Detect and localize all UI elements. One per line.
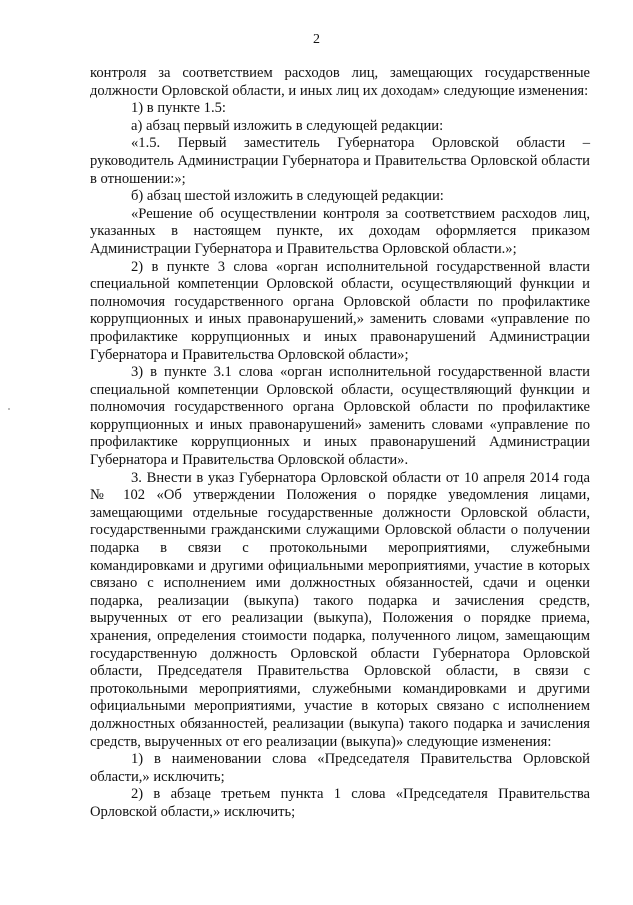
paragraph: 1) в наименовании слова «Председателя Правительства Орловской области,» исключить; <box>90 751 590 785</box>
paragraph: 3) в пункте 3.1 слова «орган исполнительной государственной власти специальной компетенции Орловской области, осуществляющий функции и полномочия государственного органа Орловской области по профилактике коррупционных и иных правонарушений» заменить словами «управление по профилактике коррупционных и иных правонарушений Администрации Губернатора и Правительства Орловской области». <box>90 364 590 469</box>
paragraph: «1.5. Первый заместитель Губернатора Орловской области – руководитель Администрации Губернатора и Правительства Орловской области в отношении:»; <box>90 135 590 187</box>
paragraph: контроля за соответствием расходов лиц, замещающих государственные должности Орловской области, и иных лиц их доходам» следующие изменения: <box>90 65 590 99</box>
paragraph: б) абзац шестой изложить в следующей редакции: <box>131 188 444 205</box>
paragraph: 3. Внести в указ Губернатора Орловской области от 10 апреля 2014 года № 102 «Об утверждении Положения о порядке уведомления лицами, замещающими отдельные государственные должности Орловской области, государственными гражданскими служащими Орловской области о получении подарка в связи с протокольными мероприятиями, служебными командировками и другими официальными мероприятиями, участие в которых связано с исполнением ими должностных обязанностей, сдачи и оценки подарка, реализации (выкупа) такого подарка и зачисления средств, вырученных от его реализации (выкупа), Положения о порядке приема, хранения, определения стоимости подарка, полученного лицом, замещающим государственную должность Орловской области Губернатора Орловской области, Председателя Правительства Орловской области, в связи с протокольными мероприятиями, служебными командировками и другими официальными мероприятиями, участие в которых связано с исполнением должностных обязанностей, реализации (выкупа) такого подарка и зачисления средств, вырученных от его реализации (выкупа)» следующие изменения: <box>90 469 590 750</box>
paragraph: а) абзац первый изложить в следующей редакции: <box>131 117 444 134</box>
paragraph: 2) в пункте 3 слова «орган исполнительной государственной власти специальной компетенции Орловской области, осуществляющий функции и полномочия государственного органа Орловской области по профилактике коррупционных и иных правонарушений,» заменить словами «управление по профилактике коррупционных и иных правонарушений Администрации Губернатора и Правительства Орловской области»; <box>90 258 590 363</box>
paragraph: 1) в пункте 1.5: <box>131 100 226 117</box>
page-number: 2 <box>313 32 320 47</box>
paragraph: «Решение об осуществлении контроля за соответствием расходов лиц, указанных в настоящем пункте, их доходам оформляется приказом Администрации Губернатора и Правительства Орловской области.»; <box>90 205 590 257</box>
document-body <box>90 65 590 822</box>
paragraph: 2) в абзаце третьем пункта 1 слова «Председателя Правительства Орловской области,» исключить; <box>90 786 590 820</box>
scan-speck <box>8 408 10 410</box>
